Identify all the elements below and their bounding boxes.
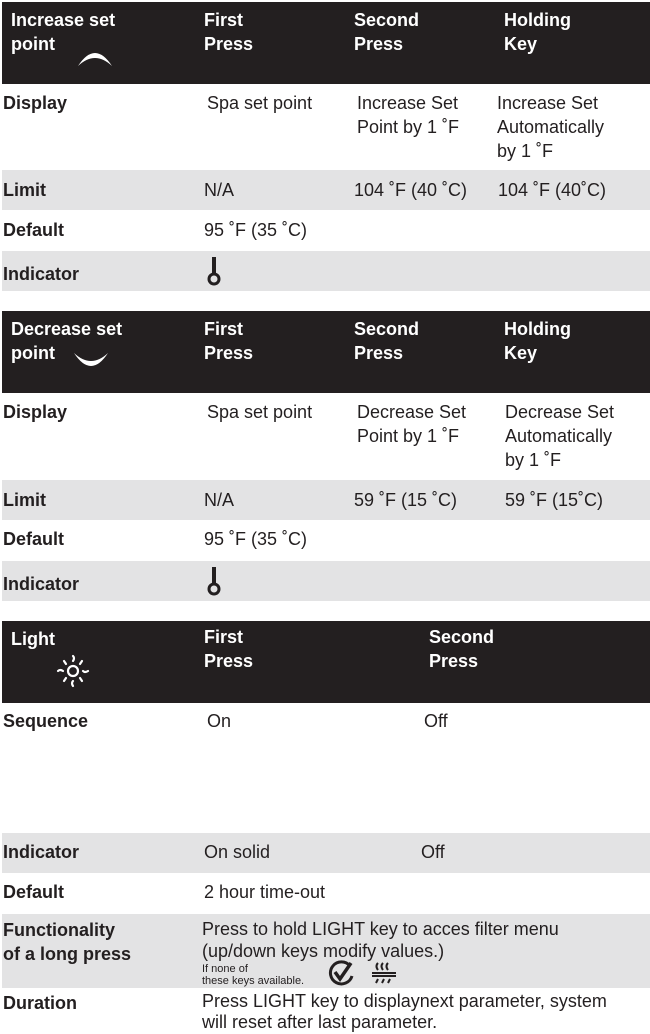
row-label: Limit xyxy=(3,180,46,200)
col-header: Key xyxy=(504,34,538,54)
row-label: Default xyxy=(3,220,65,240)
indicator-row xyxy=(2,561,650,601)
row-label: Display xyxy=(3,402,68,422)
col-header: Press xyxy=(204,343,254,363)
default-row xyxy=(2,210,650,251)
cell: Automatically xyxy=(505,426,613,446)
cell: 59 ˚F (15˚C) xyxy=(505,490,604,510)
col-header: Second xyxy=(354,10,420,30)
cell: 59 ˚F (15 ˚C) xyxy=(354,490,458,510)
default-row xyxy=(2,873,650,914)
cell: by 1 ˚F xyxy=(497,141,554,161)
chevron-down-icon xyxy=(72,351,110,375)
col-header: First xyxy=(204,10,244,30)
col-header: Second xyxy=(429,627,495,647)
cell: On xyxy=(207,711,232,731)
limit-row xyxy=(2,170,650,210)
col-header: Press xyxy=(204,651,254,671)
cell: Increase Set xyxy=(497,93,599,113)
thermometer-icon xyxy=(207,256,221,286)
col-header: First xyxy=(204,627,244,647)
cell: Increase Set xyxy=(357,93,459,113)
row-label: Default xyxy=(3,529,65,549)
col-header: Holding xyxy=(504,319,571,339)
light-header xyxy=(2,621,650,703)
note: these keys available. xyxy=(202,975,305,987)
chevron-up-icon xyxy=(76,44,114,68)
header-title: Light xyxy=(11,629,55,649)
cell: Decrease Set xyxy=(357,402,467,422)
limit-row xyxy=(2,480,650,520)
col-header: Press xyxy=(429,651,479,671)
col-header: Holding xyxy=(504,10,571,30)
col-header: Press xyxy=(354,343,404,363)
cell: will reset after last parameter. xyxy=(202,1012,438,1032)
cell: Press LIGHT key to displaynext parameter, system xyxy=(202,991,607,1011)
cell: Off xyxy=(421,842,445,862)
cell: Point by 1 ˚F xyxy=(357,117,460,137)
cell: Press to hold LIGHT key to acces filter menu xyxy=(202,919,559,939)
row-label: Indicator xyxy=(3,264,80,284)
cell: 95 ˚F (35 ˚C) xyxy=(204,529,308,549)
cell: 104 ˚F (40˚C) xyxy=(498,180,607,200)
header-title: point xyxy=(11,343,55,363)
row-label: Duration xyxy=(3,993,77,1013)
col-header: Key xyxy=(504,343,538,363)
default-row xyxy=(2,520,650,561)
heat-icon xyxy=(370,961,398,985)
note: If none of xyxy=(202,963,248,975)
header-title: Decrease set xyxy=(11,319,123,339)
row-label: Indicator xyxy=(3,574,80,594)
row-label: Limit xyxy=(3,490,46,510)
light-sun-icon xyxy=(56,653,90,689)
row-label: Sequence xyxy=(3,711,89,731)
decrease-set-point-header xyxy=(2,311,650,393)
sequence-row xyxy=(2,703,650,833)
row-label: Default xyxy=(3,882,65,902)
row-label: Functionality xyxy=(3,920,115,940)
col-header: Press xyxy=(204,34,254,54)
cell: 104 ˚F (40 ˚C) xyxy=(354,180,468,200)
col-header: First xyxy=(204,319,244,339)
row-label: Indicator xyxy=(3,842,80,862)
increase-set-point-header xyxy=(2,2,650,84)
cell: On solid xyxy=(204,842,271,862)
cell: Off xyxy=(424,711,448,731)
functionality-row xyxy=(2,914,650,988)
cell: Automatically xyxy=(497,117,605,137)
cell: Point by 1 ˚F xyxy=(357,426,460,446)
indicator-row xyxy=(2,833,650,873)
cell: (up/down keys modify values.) xyxy=(202,941,445,961)
row-label: of a long press xyxy=(3,944,132,964)
header-title: Increase set xyxy=(11,10,116,30)
col-header: Second xyxy=(354,319,420,339)
header-title: point xyxy=(11,34,55,54)
row-label: Display xyxy=(3,93,68,113)
cell: Decrease Set xyxy=(505,402,615,422)
display-row xyxy=(2,88,650,170)
cell: 2 hour time-out xyxy=(204,882,326,902)
cell: by 1 ˚F xyxy=(505,450,562,470)
check-icon xyxy=(328,960,356,986)
display-row xyxy=(2,397,650,480)
cell: N/A xyxy=(204,180,235,200)
cell: Spa set point xyxy=(207,402,313,422)
cell: 95 ˚F (35 ˚C) xyxy=(204,220,308,240)
indicator-row xyxy=(2,251,650,291)
cell: Spa set point xyxy=(207,93,313,113)
thermometer-icon xyxy=(207,566,221,596)
duration-row xyxy=(2,988,650,1034)
cell: N/A xyxy=(204,490,235,510)
col-header: Press xyxy=(354,34,404,54)
